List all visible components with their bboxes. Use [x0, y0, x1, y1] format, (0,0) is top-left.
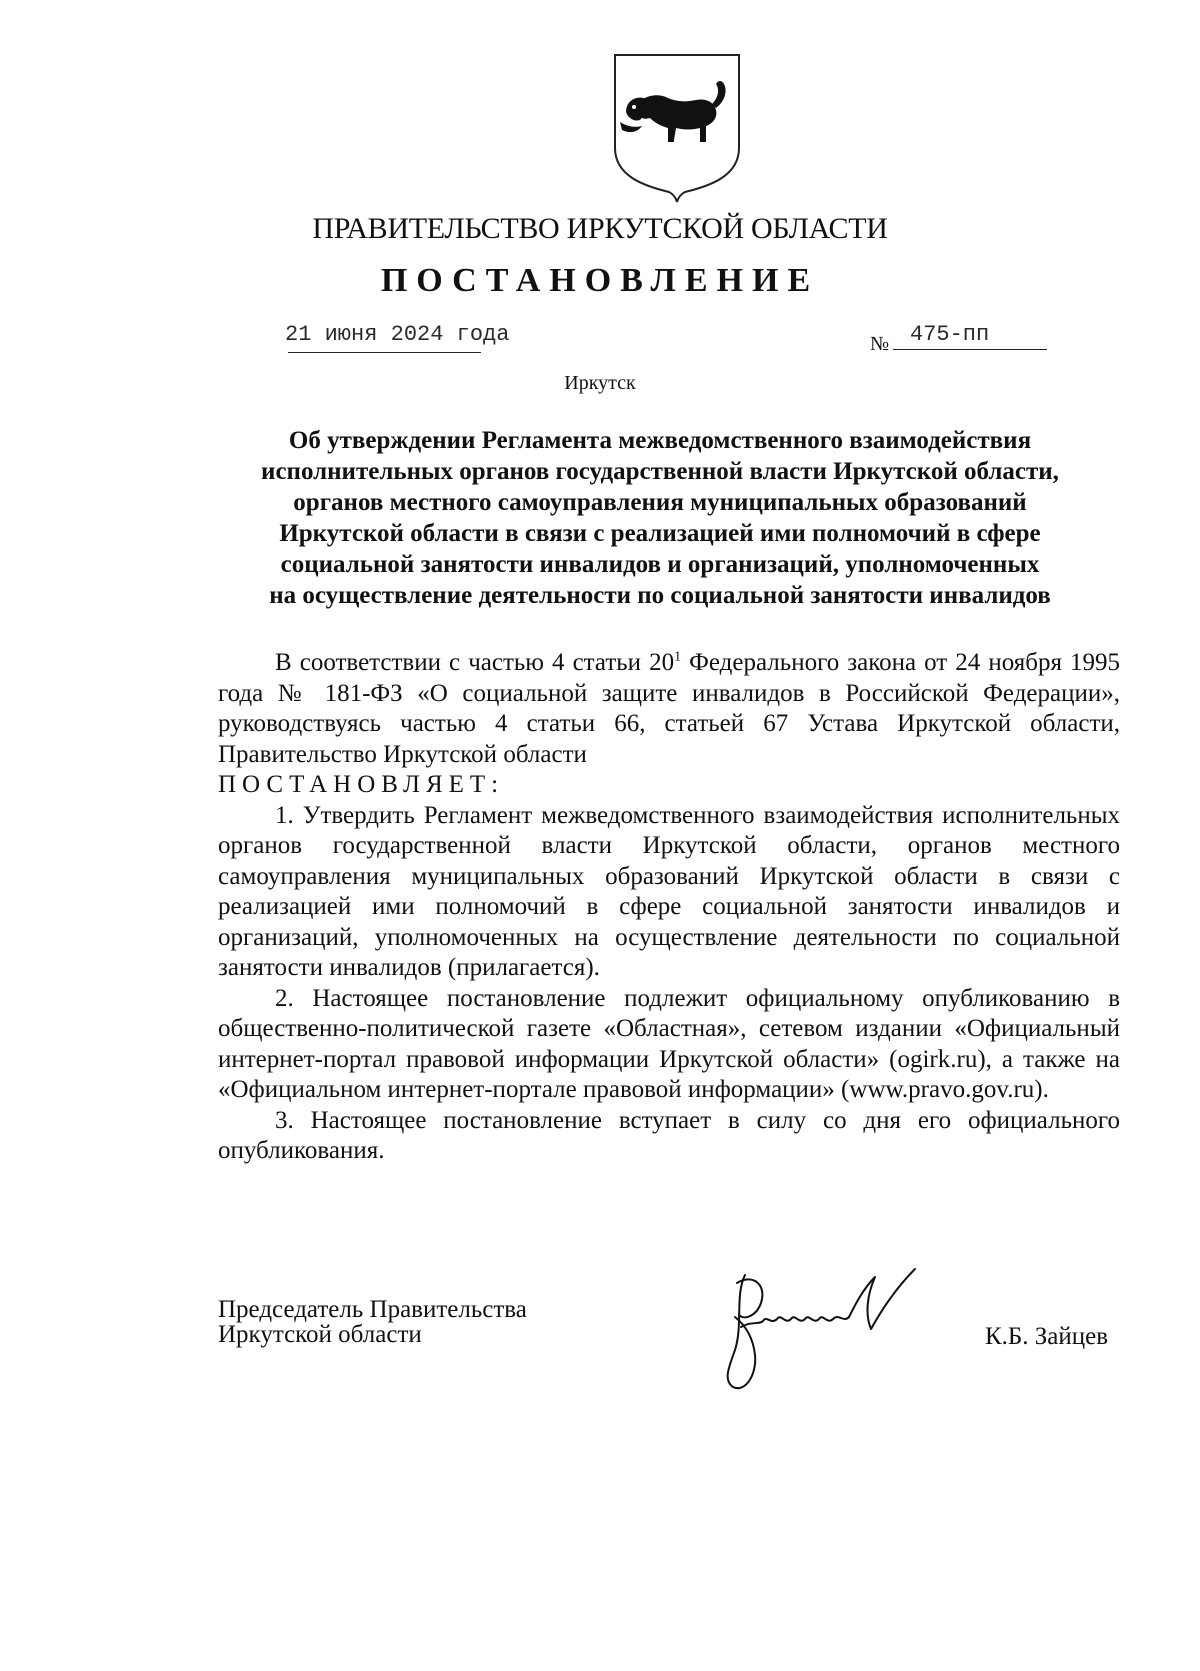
- city: Иркутск: [564, 372, 636, 394]
- preamble-text-a: В соответствии с частью 4 статьи 20: [275, 649, 675, 676]
- signatory-name: К.Б. Зайцев: [985, 1323, 1109, 1350]
- document-date: 21 июня 2024 года: [285, 322, 510, 347]
- document-number: 475-пп: [910, 322, 990, 347]
- title-line: Иркутской области в связи с реализацией ими полномочий в сфере: [279, 520, 1041, 547]
- resolves-word: ПОСТАНОВЛЯЕТ:: [218, 771, 505, 798]
- title-line: органов местного самоуправления муниципальных образований: [293, 489, 1027, 516]
- signatory-position: [218, 1297, 527, 1347]
- title-line: социальной занятости инвалидов и организаций, уполномоченных: [280, 551, 1040, 578]
- position-line: Председатель Правительства: [218, 1296, 527, 1323]
- superscript: 1: [674, 649, 682, 665]
- title-line: на осуществление деятельности по социальной занятости инвалидов: [269, 582, 1051, 609]
- item-1: 1. Утвердить Регламент межведомственного взаимодействия исполнительных органов государственной власти Иркутской области, органов местного самоуправления муниципальных образований Иркутской области в связи с реализацией ими полномочий в сфере социальной занятости инвалидов и организаций, уполномоченных на осуществление деятельности по социальной занятости инвалидов (прилагается).: [218, 801, 1120, 981]
- document-type: ПОСТАНОВЛЕНИЕ: [380, 262, 820, 299]
- government-name: ПРАВИТЕЛЬСТВО ИРКУТСКОЙ ОБЛАСТИ: [312, 212, 888, 245]
- number-sign: №: [870, 333, 890, 355]
- document-body: [218, 648, 1120, 1167]
- document-title: [200, 425, 1120, 611]
- item-3: 3. Настоящее постановление вступает в силу со дня его официального опубликования.: [218, 1106, 1120, 1164]
- irkutsk-coat-of-arms-icon: [612, 52, 742, 204]
- item-2: 2. Настоящее постановление подлежит официальному опубликованию в общественно-политической газете «Областная», сетевом издании «Официальный интернет-портал правовой информации Иркутской области» (ogirk.ru), а также на «Официальном интернет-портале правовой информации» (www.pravo.gov.ru).: [218, 984, 1120, 1103]
- number-underline: [893, 349, 1047, 350]
- preamble-paragraph: [218, 648, 1120, 770]
- title-line: исполнительных органов государственной власти Иркутской области,: [261, 458, 1059, 485]
- title-line: Об утверждении Регламента межведомственного взаимодействия: [288, 427, 1032, 454]
- handwritten-signature-icon: [705, 1255, 945, 1395]
- preamble-text-b: Федерального закона от 24 ноября 1995 года № 181-ФЗ «О социальной защите инвалидов в Российской Федерации», руководствуясь частью 4 статьи 66, статьей 67 Устава Иркутской области, Правительство Иркутской области: [218, 649, 1121, 768]
- position-line: Иркутской области: [218, 1321, 422, 1348]
- date-underline: [288, 352, 481, 353]
